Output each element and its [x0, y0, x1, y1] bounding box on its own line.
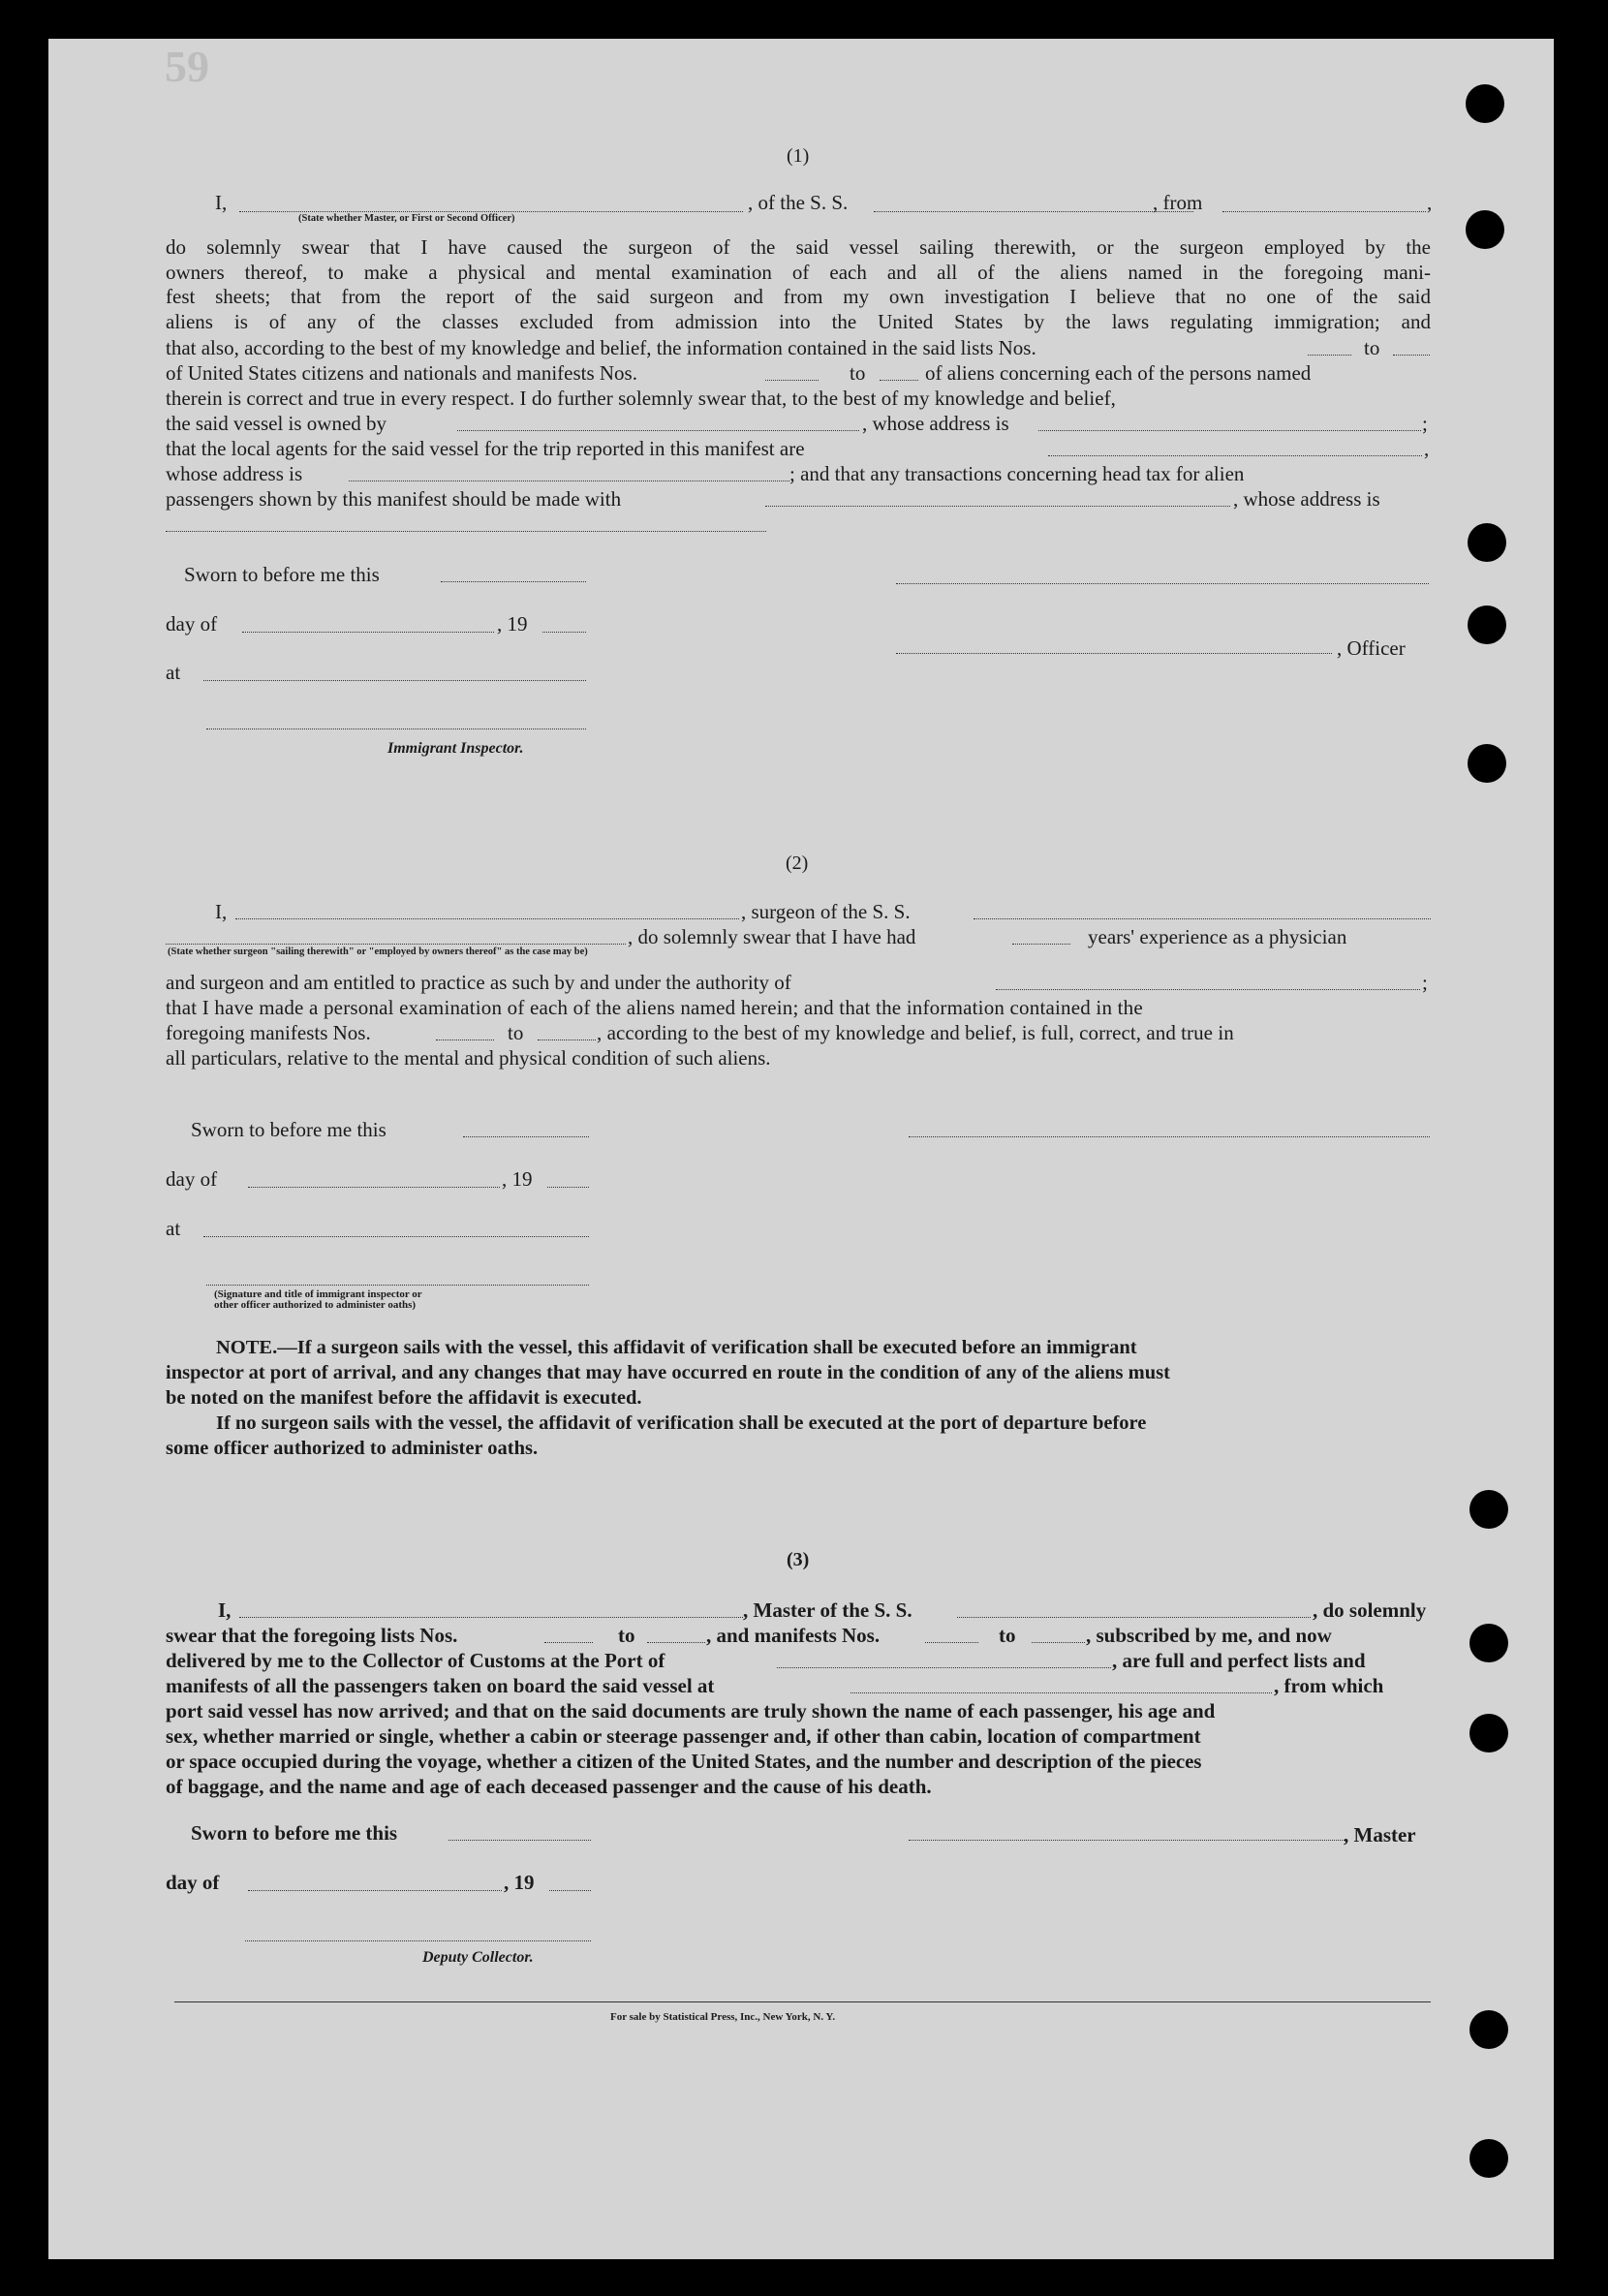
s3-line-4a: manifests of all the passengers taken on board the said vessel at: [166, 1674, 715, 1697]
s3-line-2b: to: [618, 1624, 635, 1647]
s1-nineteen: , 19: [497, 612, 528, 636]
s3-vessel-field[interactable]: [957, 1617, 1311, 1618]
s1-at-field[interactable]: [203, 680, 586, 681]
s3-line-8: of baggage, and the name and age of each deceased passenger and the cause of his death.: [166, 1775, 932, 1798]
s1-agents-field[interactable]: [1048, 455, 1422, 456]
s2-nineteen: , 19: [502, 1167, 533, 1191]
s3-master-name-field[interactable]: [239, 1617, 743, 1618]
s1-line-10a: whose address is: [166, 462, 303, 485]
punch-hole: [1466, 210, 1504, 249]
section-3-number: (3): [787, 1549, 810, 1570]
s2-years-field[interactable]: [1012, 944, 1070, 945]
punch-hole: [1469, 1624, 1508, 1662]
s1-line-8c: ;: [1422, 412, 1428, 435]
punch-hole: [1469, 2139, 1508, 2178]
s1-year-field[interactable]: [542, 632, 586, 633]
s1-sworn-field[interactable]: [441, 581, 586, 582]
page-number: 59: [165, 42, 209, 91]
s3-line-5: port said vessel has now arrived; and that on the said documents are truly shown the name of each passenger, his age and: [166, 1699, 1216, 1722]
s3-day-of: day of: [166, 1871, 220, 1894]
section-1-number: (1): [787, 145, 810, 167]
s1-line-6c: of aliens concerning each of the persons named: [925, 361, 1312, 385]
s2-line-2a: , do solemnly swear that I have had: [628, 925, 916, 948]
s2-at: at: [166, 1217, 181, 1240]
s1-line-6b: to: [850, 361, 866, 385]
s3-line-2a: swear that the foregoing lists Nos.: [166, 1624, 458, 1647]
s1-headtax-field[interactable]: [765, 506, 1230, 507]
s3-master-signature-field[interactable]: [909, 1840, 1345, 1841]
s1-officer-field[interactable]: [896, 653, 1332, 654]
s2-status-hint: (State whether surgeon "sailing therewith" or "employed by owners thereof" as the case may be): [168, 946, 588, 957]
s1-of-ss: , of the S. S.: [748, 191, 849, 214]
s1-vessel-field[interactable]: [874, 211, 1193, 212]
s2-day-field[interactable]: [248, 1187, 500, 1188]
s2-line-3a: and surgeon and am entitled to practice as such by and under the authority of: [166, 971, 791, 994]
s2-i: I,: [215, 900, 228, 923]
s2-note-line-2: inspector at port of arrival, and any changes that may have occurred en route in the condition of any of the aliens must: [166, 1362, 1170, 1383]
s2-note-line-5: some officer authorized to administer oaths.: [166, 1438, 539, 1459]
s2-line-5b: to: [508, 1021, 524, 1044]
s1-owner-address-field[interactable]: [1038, 430, 1421, 431]
s2-note-line-1: [216, 1335, 1137, 1360]
s2-sworn: Sworn to before me this: [191, 1118, 387, 1141]
s3-nineteen: , 19: [504, 1871, 535, 1894]
s3-year-field[interactable]: [549, 1890, 591, 1891]
s1-signature-field[interactable]: [896, 583, 1429, 584]
s2-line-4: that I have made a personal examination of each of the aliens named herein; and that the information contained in the: [166, 996, 1143, 1019]
s2-line-6: all particulars, relative to the mental and physical condition of such aliens.: [166, 1046, 771, 1070]
s2-surgeon-of: , surgeon of the S. S.: [741, 900, 911, 923]
s2-inspector-signature-field[interactable]: [206, 1285, 589, 1286]
s1-text-line: owners thereof, to make a physical and mental examination of each and all of the aliens named in the foregoing mani-: [166, 260, 1431, 284]
s1-line-7: therein is correct and true in every respect. I do further solemnly swear that, to the best of my knowledge and belief,: [166, 387, 1116, 410]
s3-master-label: , Master: [1344, 1823, 1416, 1846]
s3-line-6: sex, whether married or single, whether a cabin or steerage passenger and, if other than cabin, location of compartment: [166, 1724, 1201, 1748]
s1-manifests-from-field[interactable]: [765, 380, 819, 381]
note-label: NOTE.: [216, 1337, 278, 1358]
s1-line-1: [215, 190, 227, 215]
s3-line-2e: , subscribed by me, and now: [1086, 1624, 1332, 1647]
s1-owner-field[interactable]: [457, 430, 859, 431]
s1-from-field[interactable]: [1222, 211, 1426, 212]
s1-comma: ,: [1427, 191, 1433, 214]
s3-day-field[interactable]: [248, 1890, 502, 1891]
s1-headtax-address-field[interactable]: [166, 531, 766, 532]
s1-text-line: fest sheets; that from the report of the said surgeon and from my own investigation I believe that no one of the said: [166, 285, 1431, 309]
s2-status-field[interactable]: [166, 944, 626, 945]
s3-collector-signature-field[interactable]: [245, 1940, 591, 1941]
s1-line-10b: ; and that any transactions concerning head tax for alien: [789, 462, 1245, 485]
punch-hole: [1466, 84, 1504, 123]
s3-lists-to-field[interactable]: [647, 1642, 705, 1643]
s1-line-8a: the said vessel is owned by: [166, 412, 387, 435]
s3-lists-from-field[interactable]: [544, 1642, 593, 1643]
s1-line-5b: to: [1364, 336, 1380, 359]
s1-line-6a: of United States citizens and nationals and manifests Nos.: [166, 361, 637, 385]
s2-authority-field[interactable]: [996, 989, 1420, 990]
s3-i: I,: [218, 1598, 232, 1622]
s1-line-11a: passengers shown by this manifest should be made with: [166, 487, 622, 511]
s3-line-7: or space occupied during the voyage, whether a citizen of the United States, and the number and description of the pieces: [166, 1750, 1202, 1773]
s2-year-field[interactable]: [547, 1187, 589, 1188]
punch-hole: [1469, 2010, 1508, 2049]
s3-manifests-from-field[interactable]: [925, 1642, 978, 1643]
s1-text-line: do solemnly swear that I have caused the surgeon of the said vessel sailing therewith, or the surgeon employed by the: [166, 235, 1431, 259]
punch-hole: [1469, 1490, 1508, 1529]
s1-manifests-to-field[interactable]: [880, 380, 918, 381]
s1-line-9b: ,: [1424, 437, 1430, 460]
s1-officer-name-field[interactable]: [239, 211, 743, 212]
s2-vessel-field[interactable]: [974, 918, 1431, 919]
s1-officer-label: , Officer: [1337, 636, 1406, 660]
s3-deputy-collector: Deputy Collector.: [422, 1949, 534, 1966]
s1-sworn: Sworn to before me this: [184, 563, 380, 586]
s1-lists-from-field[interactable]: [1308, 355, 1351, 356]
s1-from: , from: [1153, 191, 1203, 214]
s1-text-line: aliens is of any of the classes excluded from admission into the United States by the laws regulating immigration; and: [166, 309, 1431, 333]
punch-hole: [1468, 744, 1506, 783]
s1-officer-hint: (State whether Master, or First or Second Officer): [298, 213, 515, 224]
s3-master-of: , Master of the S. S.: [743, 1598, 912, 1622]
s3-solemnly: , do solemnly: [1313, 1598, 1427, 1622]
s1-i: I,: [215, 191, 228, 214]
s3-sworn: Sworn to before me this: [191, 1821, 398, 1845]
s3-line-3b: , are full and perfect lists and: [1112, 1649, 1366, 1672]
s1-at: at: [166, 661, 181, 684]
note-text: —If a surgeon sails with the vessel, this affidavit of verification shall be executed before an immigrant: [277, 1337, 1137, 1358]
punch-hole: [1469, 1714, 1508, 1753]
s2-signature-field[interactable]: [909, 1136, 1430, 1137]
s2-line-2b: years' experience as a physician: [1088, 925, 1347, 948]
s1-immigrant-inspector: Immigrant Inspector.: [387, 740, 524, 757]
s2-at-field[interactable]: [203, 1236, 589, 1237]
s2-surgeon-name-field[interactable]: [235, 918, 739, 919]
s3-line-2d: to: [999, 1624, 1016, 1647]
section-2-number: (2): [786, 853, 809, 874]
s3-line-4b: , from which: [1274, 1674, 1384, 1697]
s3-manifests-to-field[interactable]: [1032, 1642, 1085, 1643]
punch-hole: [1468, 523, 1506, 562]
s1-line-9a: that the local agents for the said vessel for the trip reported in this manifest are: [166, 437, 805, 460]
s1-line-8b: , whose address is: [862, 412, 1009, 435]
s1-line-5a: that also, according to the best of my knowledge and belief, the information contained in the said lists Nos.: [166, 336, 1036, 359]
footer-imprint: For sale by Statistical Press, Inc., New York, N. Y.: [610, 2011, 836, 2023]
s3-sworn-field[interactable]: [448, 1840, 591, 1841]
s3-port-field[interactable]: [777, 1667, 1111, 1668]
s2-manifests-to-field[interactable]: [538, 1039, 596, 1040]
s1-paragraph: [166, 235, 1431, 334]
s2-day-of: day of: [166, 1167, 218, 1191]
s2-sig-hint-1: (Signature and title of immigrant inspector or: [214, 1288, 422, 1300]
s2-sworn-field[interactable]: [463, 1136, 589, 1137]
s2-line-5a: foregoing manifests Nos.: [166, 1021, 371, 1044]
punch-hole: [1468, 605, 1506, 644]
s1-day-field[interactable]: [242, 632, 494, 633]
s2-note-line-3: be noted on the manifest before the affidavit is executed.: [166, 1387, 642, 1409]
s2-sig-hint-2: other officer authorized to administer oaths): [214, 1299, 417, 1311]
form-sheet: [48, 39, 1554, 2259]
s3-line-3a: delivered by me to the Collector of Customs at the Port of: [166, 1649, 665, 1672]
s1-line-11b: , whose address is: [1233, 487, 1380, 511]
footer-rule: [174, 2001, 1431, 2002]
s2-manifests-from-field[interactable]: [436, 1039, 494, 1040]
s2-line-5c: , according to the best of my knowledge and belief, is full, correct, and true in: [597, 1021, 1234, 1044]
s1-day-of: day of: [166, 612, 218, 636]
s3-line-2c: , and manifests Nos.: [706, 1624, 881, 1647]
s2-note-line-4: If no surgeon sails with the vessel, the affidavit of verification shall be executed at the port of departure before: [216, 1412, 1147, 1434]
s1-lists-to-field[interactable]: [1393, 355, 1430, 356]
s3-boarded-at-field[interactable]: [850, 1692, 1272, 1693]
s2-line-3b: ;: [1422, 971, 1428, 994]
